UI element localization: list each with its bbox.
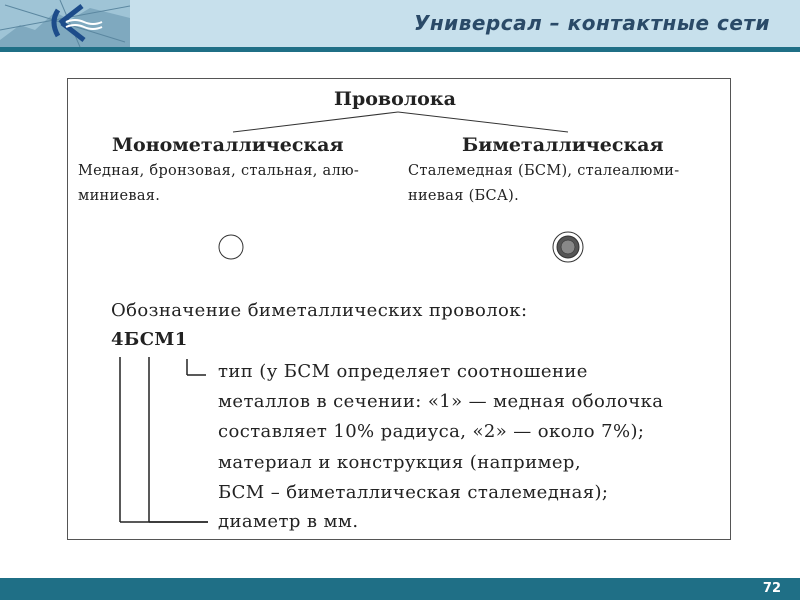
type-line1: тип (у БСМ определяет соотношение [218,361,588,382]
mono-title: Монометаллическая [112,134,344,156]
footer-bar [0,578,800,600]
bimetal-desc-line2: ниевая (БСА). [408,188,520,204]
bimetal-title: Биметаллическая [462,134,664,156]
page-number: 72 [762,581,781,596]
type-line3: составляет 10% радиуса, «2» — около 7%); [218,421,645,442]
type-line2: металлов в сечении: «1» — медная оболочка [218,391,664,412]
header-divider [0,47,800,52]
header-bar [0,0,800,48]
diagram-panel [67,78,731,540]
notation-code: 4БСМ1 [111,329,188,350]
bimetal-desc-line1: Сталемедная (БСМ), сталеалюми- [408,163,680,179]
diameter-line: диаметр в мм. [218,511,359,532]
material-line2: БСМ – биметаллическая сталемедная); [218,482,609,503]
notation-heading: Обозначение биметаллических проволок: [111,300,528,321]
material-line1: материал и конструкция (например, [218,452,581,473]
company-logo [0,0,130,47]
root-title: Проволока [334,88,456,110]
header-title: Универсал – контактные сети [413,11,770,35]
mono-desc-line2: миниевая. [78,188,161,204]
mono-desc-line1: Медная, бронзовая, стальная, алю- [78,163,360,179]
